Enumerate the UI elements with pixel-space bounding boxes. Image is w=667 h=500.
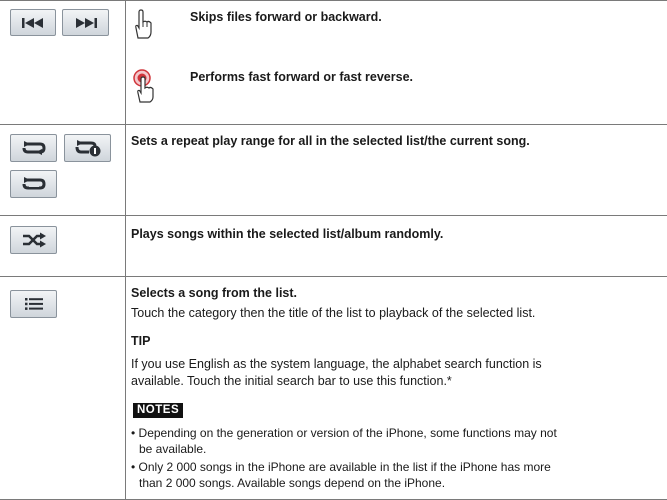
list-icon [10,290,57,318]
row-rule [0,276,667,277]
row-rule [0,215,667,216]
previous-track-icon [10,9,56,36]
note-1-line-2: be available. [139,442,207,456]
column-divider [125,0,126,500]
note-2-line-1: • Only 2 000 songs in the iPhone are available in the list if the iPhone has more [131,460,551,474]
repeat-all-icon [10,134,57,162]
tap-hand-icon [131,8,155,42]
touch-hold-hand-icon [131,68,159,106]
tip-heading: TIP [131,334,151,348]
tip-text-line-2: available. Touch the initial search bar to use this function.* [131,374,452,388]
next-track-icon [62,9,109,36]
note-1-line-1: • Depending on the generation or version of the iPhone, some functions may not [131,426,557,440]
skip-description: Skips files forward or backward. [190,10,382,24]
note-2-line-2: than 2 000 songs. Available songs depend on the iPhone. [139,476,446,490]
tip-text-line-1: If you use English as the system language, the alphabet search function is [131,357,542,371]
row-rule-top [0,0,667,1]
fast-forward-description: Performs fast forward or fast reverse. [190,70,414,84]
shuffle-icon [10,226,57,254]
notes-label: NOTES [133,403,183,418]
list-description: Touch the category then the title of the list to playback of the selected list. [131,306,536,320]
row-rule [0,124,667,125]
repeat-description: Sets a repeat play range for all in the selected list/the current song. [131,134,530,148]
shuffle-description: Plays songs within the selected list/album randomly. [131,227,444,241]
repeat-off-icon [10,170,57,198]
list-title: Selects a song from the list. [131,286,298,300]
repeat-one-icon [64,134,111,162]
